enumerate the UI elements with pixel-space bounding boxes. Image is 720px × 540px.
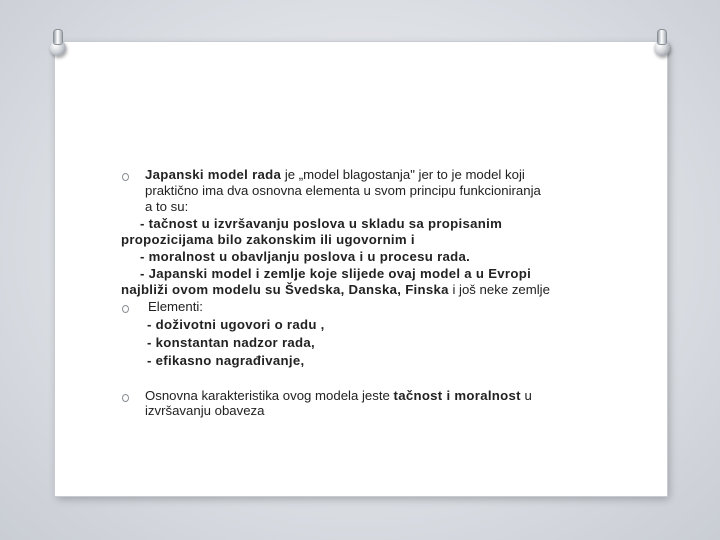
- bold-text: najbliži ovom modelu su Švedska, Danska, Finska: [121, 282, 449, 297]
- paragraph-line: propozicijama bilo zakonskim ili ugovornim i: [121, 232, 415, 247]
- paragraph-line: izvršavanju obaveza: [145, 403, 265, 418]
- bullet-icon: [122, 305, 129, 313]
- list-item: - konstantan nadzor rada,: [147, 335, 315, 350]
- text: je „model blagostanja" jer to je model koji: [281, 167, 525, 182]
- bold-text: Japanski model rada: [145, 167, 282, 182]
- bullet-icon: [122, 394, 129, 402]
- paragraph-line: - moralnost u obavljanju poslova i u procesu rada.: [140, 249, 471, 264]
- paragraph-line: Elementi:: [148, 299, 203, 314]
- list-item: - doživotni ugovori o radu ,: [147, 317, 325, 332]
- pushpin-icon: [654, 40, 670, 56]
- paragraph-line: [145, 167, 525, 183]
- paragraph-line: [145, 388, 532, 404]
- list-item: - efikasno nagrađivanje,: [147, 353, 305, 368]
- bullet-icon: [122, 173, 129, 181]
- paragraph-line: a to su:: [145, 199, 189, 214]
- paragraph-line: [121, 282, 550, 298]
- text: i još neke zemlje: [448, 282, 550, 297]
- paragraph-line: - Japanski model i zemlje koje slijede ovaj model a u Evropi: [140, 266, 532, 281]
- pushpin-icon: [50, 40, 66, 56]
- bold-text: tačnost i moralnost: [393, 388, 521, 403]
- text: Osnovna karakteristika ovog modela jeste: [145, 388, 394, 403]
- text: u: [520, 388, 532, 403]
- paragraph-line: praktično ima dva osnovna elementa u svom principu funkcioniranja: [145, 183, 541, 198]
- paragraph-line: - tačnost u izvršavanju poslova u skladu sa propisanim: [140, 216, 503, 231]
